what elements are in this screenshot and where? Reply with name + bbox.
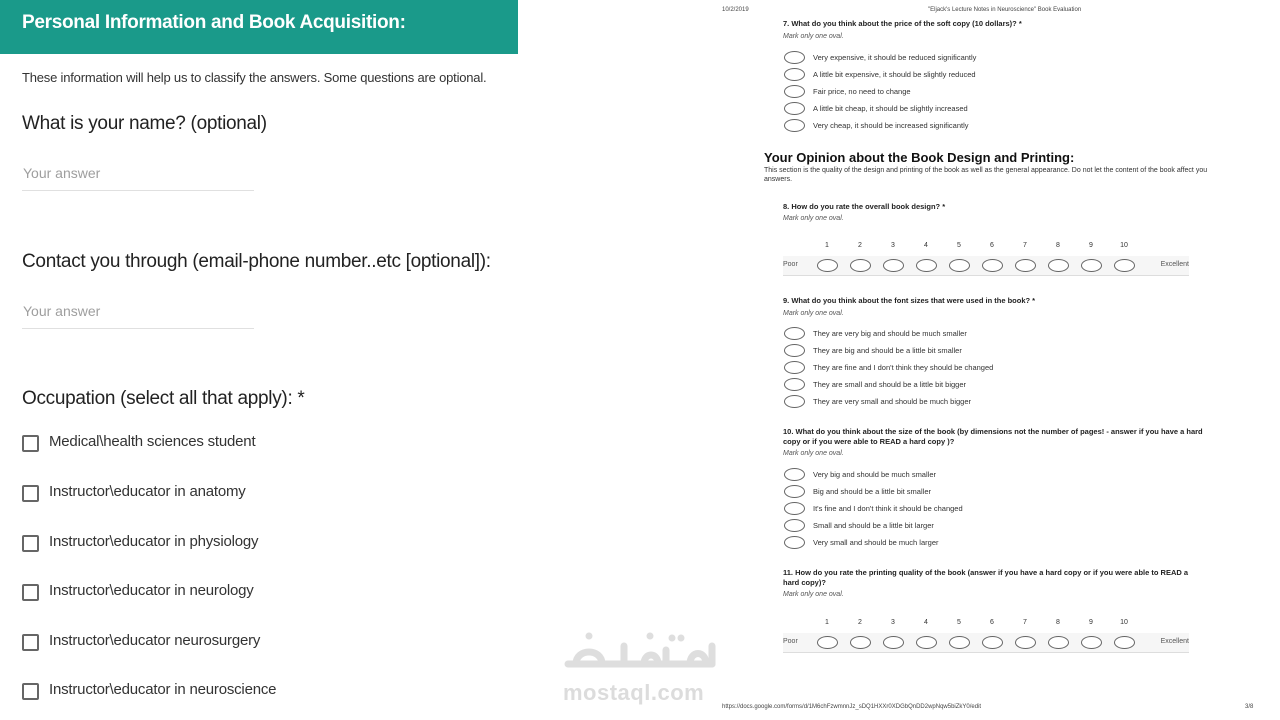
oval-icon[interactable] <box>1114 636 1135 649</box>
question-occupation-title: Occupation (select all that apply): * <box>22 388 305 409</box>
oval-icon[interactable] <box>784 468 805 481</box>
oval-icon[interactable] <box>784 102 805 115</box>
mostaql-logo-icon <box>562 628 718 678</box>
scale-number: 6 <box>990 242 994 249</box>
oval-icon[interactable] <box>784 502 805 515</box>
question-8-title: 8. How do you rate the overall book design? * <box>783 202 946 211</box>
checkbox-icon[interactable] <box>22 535 39 552</box>
question-name-title: What is your name? (optional) <box>22 113 267 134</box>
scale-numbers <box>783 242 1189 254</box>
oval-icon[interactable] <box>982 636 1003 649</box>
scale-number: 1 <box>825 242 829 249</box>
scale-number: 9 <box>1089 619 1093 626</box>
oval-icon[interactable] <box>784 378 805 391</box>
question-9-title: 9. What do you think about the font sizes that were used in the book? * <box>783 296 1036 305</box>
section-title: Your Opinion about the Book Design and Printing: <box>764 150 1075 165</box>
radio-option-label: They are very small and should be much bigger <box>813 397 971 406</box>
scale-number: 8 <box>1056 619 1060 626</box>
oval-icon[interactable] <box>784 327 805 340</box>
scale-number: 9 <box>1089 242 1093 249</box>
scale-poor-label: Poor <box>783 638 798 645</box>
print-date: 10/2/2019 <box>722 7 749 13</box>
scale-number: 8 <box>1056 242 1060 249</box>
radio-option-label: It's fine and I don't think it should be changed <box>813 504 963 513</box>
occupation-option-label: Instructor\educator neurosurgery <box>49 632 261 649</box>
oval-icon[interactable] <box>784 519 805 532</box>
scale-number: 6 <box>990 619 994 626</box>
oval-icon[interactable] <box>784 344 805 357</box>
section-header-title: Personal Information and Book Acquisition: <box>22 12 406 33</box>
oval-icon[interactable] <box>784 395 805 408</box>
radio-option-label: Small and should be a little bit larger <box>813 521 934 530</box>
scale-excellent-label: Excellent <box>1160 261 1189 268</box>
oval-icon[interactable] <box>850 636 871 649</box>
scale-number: 4 <box>924 242 928 249</box>
oval-icon[interactable] <box>1114 259 1135 272</box>
mark-only-one-note: Mark only one oval. <box>783 310 844 317</box>
checkbox-icon[interactable] <box>22 584 39 601</box>
question-contact-title: Contact you through (email-phone number..etc [optional]): <box>22 251 491 272</box>
print-page-number: 3/8 <box>1245 704 1254 710</box>
oval-icon[interactable] <box>784 536 805 549</box>
oval-icon[interactable] <box>784 119 805 132</box>
question-11-title: 11. How do you rate the printing quality of the book (answer if you have a hard copy or if you were able to READ a hard copy)? <box>783 568 1189 587</box>
oval-icon[interactable] <box>916 636 937 649</box>
scale-number: 2 <box>858 242 862 249</box>
printed-form-page <box>700 0 1280 720</box>
scale-number: 7 <box>1023 242 1027 249</box>
oval-icon[interactable] <box>850 259 871 272</box>
oval-icon[interactable] <box>1081 259 1102 272</box>
rating-scale-q8 <box>783 242 1189 286</box>
radio-option-label: Fair price, no need to change <box>813 87 911 96</box>
section-header <box>0 0 518 54</box>
contact-answer-input[interactable] <box>22 303 254 329</box>
radio-option-label: They are big and should be a little bit smaller <box>813 346 962 355</box>
radio-option-label: Very big and should be much smaller <box>813 470 936 479</box>
radio-option-label: Very expensive, it should be reduced significantly <box>813 53 977 62</box>
radio-option-label: A little bit expensive, it should be slightly reduced <box>813 70 976 79</box>
checkbox-icon[interactable] <box>22 435 39 452</box>
oval-icon[interactable] <box>784 361 805 374</box>
oval-icon[interactable] <box>784 51 805 64</box>
oval-icon[interactable] <box>1048 636 1069 649</box>
name-answer-input[interactable] <box>22 165 254 191</box>
question-7-title: 7. What do you think about the price of the soft copy (10 dollars)? * <box>783 19 1022 28</box>
checkbox-icon[interactable] <box>22 485 39 502</box>
radio-option-label: Very small and should be much larger <box>813 538 939 547</box>
occupation-option-label: Instructor\educator in physiology <box>49 533 259 550</box>
print-doc-title: "Eljack's Lecture Notes in Neuroscience" Book Evaluation <box>928 7 1082 13</box>
oval-icon[interactable] <box>784 85 805 98</box>
oval-icon[interactable] <box>1015 259 1036 272</box>
contact-answer-placeholder: Your answer <box>23 303 101 319</box>
scale-number: 4 <box>924 619 928 626</box>
oval-icon[interactable] <box>784 485 805 498</box>
oval-icon[interactable] <box>883 259 904 272</box>
mark-only-one-note: Mark only one oval. <box>783 591 844 598</box>
checkbox-icon[interactable] <box>22 634 39 651</box>
oval-icon[interactable] <box>1048 259 1069 272</box>
section-description: These information will help us to classify the answers. Some questions are optional. <box>22 70 487 85</box>
oval-icon[interactable] <box>949 259 970 272</box>
occupation-option-label: Instructor\educator in neuroscience <box>49 681 277 698</box>
radio-option-label: They are fine and I don't think they should be changed <box>813 363 994 372</box>
radio-option-label: Big and should be a little bit smaller <box>813 487 931 496</box>
occupation-option-label: Medical\health sciences student <box>49 433 256 450</box>
name-answer-placeholder: Your answer <box>23 165 101 181</box>
scale-number: 3 <box>891 242 895 249</box>
oval-icon[interactable] <box>784 68 805 81</box>
scale-number: 10 <box>1120 619 1128 626</box>
checkbox-icon[interactable] <box>22 683 39 700</box>
oval-icon[interactable] <box>817 259 838 272</box>
scale-number: 2 <box>858 619 862 626</box>
oval-icon[interactable] <box>916 259 937 272</box>
oval-icon[interactable] <box>949 636 970 649</box>
scale-number: 3 <box>891 619 895 626</box>
print-footer-url: https://docs.google.com/forms/d/1M6chFzwmnnJz_sDQ1HXXr0XDGbQnDD2wpNqw5biZkY0/edit <box>722 704 982 710</box>
scale-excellent-label: Excellent <box>1160 638 1189 645</box>
radio-option-label: Very cheap, it should be increased significantly <box>813 121 969 130</box>
question-10-title: 10. What do you think about the size of the book (by dimensions not the number of pages! - answer if you have a hard copy or if you were able to READ a hard copy )? <box>783 427 1203 446</box>
scale-number: 10 <box>1120 242 1128 249</box>
radio-option-label: A little bit cheap, it should be slightly increased <box>813 104 968 113</box>
oval-icon[interactable] <box>1081 636 1102 649</box>
oval-icon[interactable] <box>883 636 904 649</box>
scale-number: 7 <box>1023 619 1027 626</box>
oval-icon[interactable] <box>1015 636 1036 649</box>
watermark-text: mostaql.com <box>563 680 705 705</box>
mark-only-one-note: Mark only one oval. <box>783 215 844 222</box>
oval-icon[interactable] <box>817 636 838 649</box>
radio-option-label: They are small and should be a little bit bigger <box>813 380 967 389</box>
google-form-panel <box>0 0 518 720</box>
scale-numbers <box>783 619 1189 631</box>
occupation-option-label: Instructor\educator in neurology <box>49 582 254 599</box>
scale-number: 5 <box>957 619 961 626</box>
mark-only-one-note: Mark only one oval. <box>783 450 844 457</box>
scale-number: 1 <box>825 619 829 626</box>
radio-option-label: They are very big and should be much smaller <box>813 329 967 338</box>
mark-only-one-note: Mark only one oval. <box>783 33 844 40</box>
oval-icon[interactable] <box>982 259 1003 272</box>
scale-number: 5 <box>957 242 961 249</box>
scale-poor-label: Poor <box>783 261 798 268</box>
section-description: This section is the quality of the design and printing of the book as well as the general appearance. Do not let the content of the book affect you answers. <box>764 167 1208 183</box>
rating-scale-q11 <box>783 619 1189 663</box>
occupation-option-label: Instructor\educator in anatomy <box>49 483 246 500</box>
